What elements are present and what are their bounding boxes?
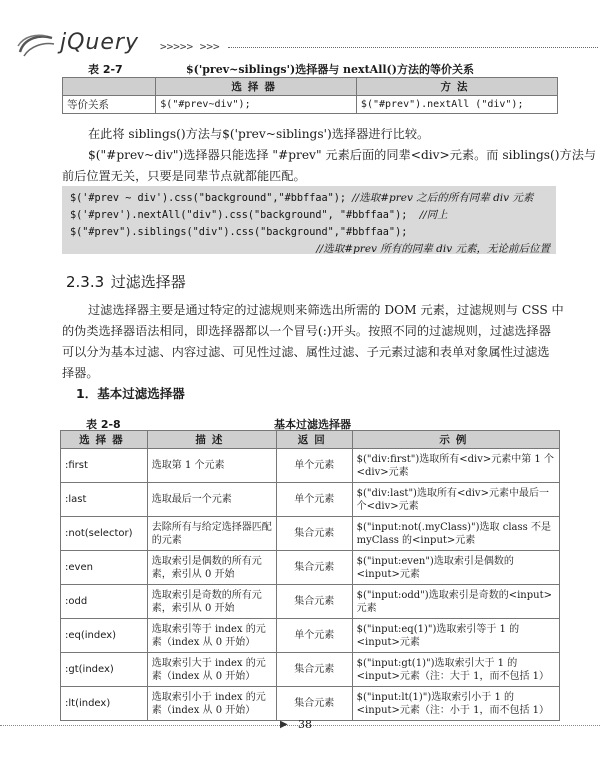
table-row (61, 517, 560, 551)
table28-title: 基本过滤选择器 (274, 418, 351, 431)
row-selector: :lt(index) (61, 687, 148, 721)
code-line-2-comment: //同上 (419, 209, 448, 221)
row-example: $("div:first")选取所有<div>元素中第 1 个<div>元素 (352, 449, 559, 483)
para1-line1: 在此将 siblings()方法与$('prev~siblings')选择器进行比较。 (88, 127, 430, 141)
table27-row-label: 等价关系 (63, 96, 156, 114)
table27-label: 表 2-7 (88, 63, 123, 76)
para2-line1: 过滤选择器主要是通过特定的过滤规则来筛选出所需的 DOM 元素，过滤规则与 CSS 中 (88, 303, 564, 317)
footer-arrow-icon: ▶ (280, 719, 288, 730)
table-row (61, 551, 560, 585)
table-row (61, 653, 560, 687)
row-example: $("input:even")选取索引是偶数的<input>元素 (352, 551, 559, 585)
table27-row (63, 96, 558, 114)
row-description: 选取索引大于 index 的元素（index 从 0 开始） (147, 653, 276, 687)
row-example: $("input:lt(1)")选取索引小于 1 的<input>元素（注：小于 1，而不包括 1） (352, 687, 559, 721)
row-description: 选取索引是偶数的所有元素，索引从 0 开始 (147, 551, 276, 585)
table28-col-return: 返回 (276, 431, 352, 449)
row-return: 集合元素 (276, 585, 352, 619)
row-return: 单个元素 (276, 483, 352, 517)
code-line-2 (70, 207, 556, 224)
table28-header-row (61, 431, 560, 449)
code-line-1-comment: //选取#prev 之后的所有同辈 div 元素 (352, 192, 534, 204)
code-block (62, 186, 556, 254)
row-example: $("input:eq(1)")选取索引等于 1 的<input>元素 (352, 619, 559, 653)
para2-line3: 可以分为基本过滤、内容过滤、可见性过滤、属性过滤、子元素过滤和表单对象属性过滤选 (62, 345, 550, 359)
code-line-4-comment: //选取#prev 所有的同辈 div 元素，无论前后位置 (316, 243, 550, 255)
table27-header-row (63, 78, 558, 96)
section-title: 过滤选择器 (110, 273, 186, 291)
page-header (16, 30, 588, 60)
table27 (62, 77, 558, 114)
row-description: 选取第 1 个元素 (147, 449, 276, 483)
row-selector: :last (61, 483, 148, 517)
header-arrows: >>>>> >>> (160, 40, 220, 53)
table27-row-selector: $("#prev~div"); (156, 96, 357, 114)
table27-col-method: 方法 (356, 78, 557, 96)
jquery-swirl-icon (16, 32, 56, 58)
row-return: 单个元素 (276, 449, 352, 483)
para2-line4: 择器。 (62, 366, 99, 380)
code-line-1 (70, 190, 556, 207)
table-row (61, 585, 560, 619)
row-return: 集合元素 (276, 653, 352, 687)
subheading: 1．基本过滤选择器 (76, 386, 185, 401)
table-row (61, 483, 560, 517)
para1-line2: $("#prev~div")选择器只能选择 "#prev" 元素后面的同辈<div>元素。而 siblings()方法与 (88, 148, 597, 162)
table27-col-selector: 选择器 (156, 78, 357, 96)
row-return: 单个元素 (276, 619, 352, 653)
row-return: 集合元素 (276, 517, 352, 551)
table28-col-description: 描述 (147, 431, 276, 449)
row-selector: :first (61, 449, 148, 483)
code-line-3: $("#prev").siblings("div").css("background","#bbffaa"); (70, 227, 408, 238)
table27-corner (63, 78, 156, 96)
code-line-1-code: $('#prev ~ div').css("background","#bbffaa"); (70, 193, 353, 204)
table-row (61, 687, 560, 721)
row-description: 去除所有与给定选择器匹配的元素 (147, 517, 276, 551)
code-line-2-code: $('#prev').nextAll("div").css("background", "#bbffaa"); (70, 210, 420, 221)
table-row (61, 449, 560, 483)
page-number: 38 (298, 718, 312, 731)
row-selector: :not(selector) (61, 517, 148, 551)
row-example: $("input:gt(1)")选取索引大于 1 的<input>元素（注：大于 1，而不包括 1） (352, 653, 559, 687)
code-line-4 (70, 241, 556, 258)
section-heading (66, 271, 186, 292)
row-example: $("div:last")选取所有<div>元素中最后一个<div>元素 (352, 483, 559, 517)
table28 (60, 430, 560, 721)
section-number: 2.3.3 (66, 273, 105, 291)
row-description: 选取最后一个元素 (147, 483, 276, 517)
row-return: 集合元素 (276, 687, 352, 721)
table28-col-selector: 选择器 (61, 431, 148, 449)
row-selector: :even (61, 551, 148, 585)
row-selector: :gt(index) (61, 653, 148, 687)
row-selector: :odd (61, 585, 148, 619)
row-selector: :eq(index) (61, 619, 148, 653)
row-description: 选取索引是奇数的所有元素，索引从 0 开始 (147, 585, 276, 619)
table27-row-method: $("#prev").nextAll ("div"); (356, 96, 557, 114)
row-example: $("input:odd")选取索引是奇数的<input>元素 (352, 585, 559, 619)
table-row (61, 619, 560, 653)
para1-line3: 前后位置无关，只要是同辈节点就都能匹配。 (62, 169, 306, 183)
row-return: 集合元素 (276, 551, 352, 585)
table28-label: 表 2-8 (86, 418, 121, 431)
table28-col-example: 示例 (352, 431, 559, 449)
row-example: $("input:not(.myClass)")选取 class 不是 myClass 的<input>元素 (352, 517, 559, 551)
row-description: 选取索引等于 index 的元素（index 从 0 开始） (147, 619, 276, 653)
row-description: 选取索引小于 index 的元素（index 从 0 开始） (147, 687, 276, 721)
jquery-logo-text: jQuery (60, 30, 139, 55)
para2-line2: 的伪类选择器语法相同，即选择器都以一个冒号(:)开头。按照不同的过滤规则，过滤选择器 (62, 324, 551, 338)
table27-title: $('prev~siblings')选择器与 nextAll()方法的等价关系 (186, 63, 474, 76)
header-rule (228, 47, 598, 48)
